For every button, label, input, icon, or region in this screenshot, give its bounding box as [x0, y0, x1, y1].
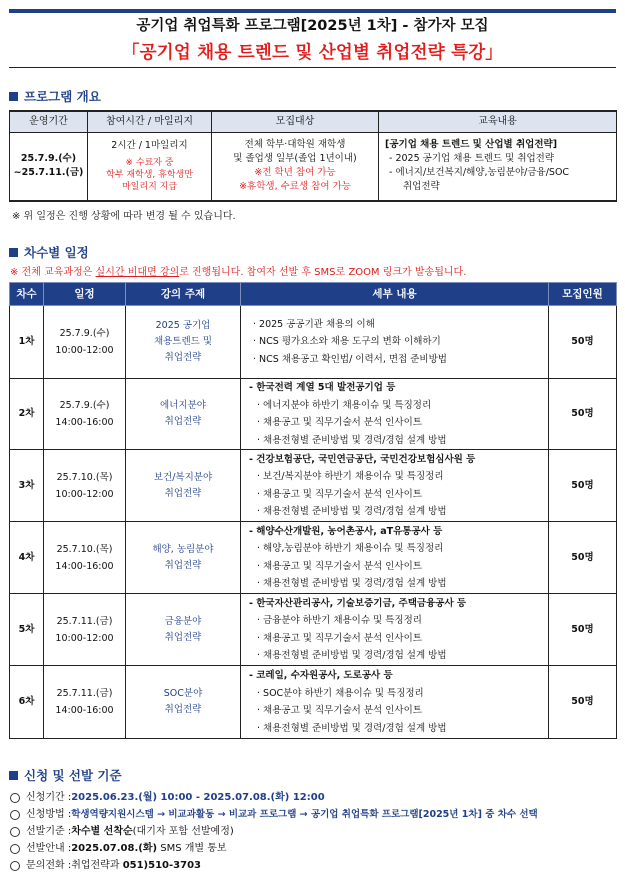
time-cell: [88, 133, 212, 201]
row-no: 1차: [10, 306, 44, 379]
row-date: 25.7.11.(금): [56, 615, 113, 627]
row-topic-cell: [126, 522, 241, 594]
square-bullet-icon: [9, 248, 18, 257]
target-note-1: ※전 학년 참여 가능: [254, 167, 336, 179]
square-bullet-icon: [9, 771, 18, 780]
overview-heading-text: 프로그램 개요: [24, 89, 101, 104]
schedule-notice: [10, 263, 466, 278]
apply-heading-text: 신청 및 선발 기준: [24, 768, 122, 783]
row-date-cell: [44, 522, 126, 594]
time-note-3: 마일리지 지급: [121, 182, 178, 193]
notice-suffix: 로 진행됩니다. 참여자 선발 후 SMS로 ZOOM 링크가 발송됩니다.: [179, 267, 467, 278]
apply-criteria-label: 선발기준 :: [26, 826, 72, 837]
circle-bullet-icon: [10, 827, 20, 837]
apply-notice-label: 선발안내 :: [26, 843, 72, 854]
row-time: 10:00-12:00: [55, 345, 114, 356]
row-detail-item: · 해양,농림분야 하반기 채용이슈 및 특징정리: [257, 543, 444, 554]
schedule-row: [10, 666, 617, 739]
schedule-row: [10, 594, 617, 666]
apply-list: [10, 789, 538, 874]
row-date: 25.7.11.(금): [56, 688, 113, 699]
row-topic-cell: [126, 594, 241, 666]
time-note-2: 학부 재학생, 휴학생만: [106, 170, 193, 181]
row-detail-item: · 채용전형별 준비방법 및 경력/경험 설계 방법: [257, 506, 447, 517]
target-cell: [212, 133, 379, 201]
content-cell: [379, 133, 617, 201]
row-detail-cell: [241, 522, 549, 594]
row-date-cell: [44, 594, 126, 666]
period-start: 25.7.9.(수): [20, 153, 77, 165]
row-detail-item: · 채용공고 및 직무기술서 분석 인사이트: [257, 632, 422, 644]
col-content: 교육내용: [379, 111, 617, 133]
col-count: 모집인원: [549, 283, 617, 306]
row-topic-1: 금융분야: [164, 615, 202, 627]
apply-notice-bold: 2025.07.08.(화): [71, 843, 158, 854]
schedule-row: [10, 379, 617, 450]
row-count: 50명: [549, 450, 617, 522]
apply-notice-rest: SMS 개별 통보: [157, 843, 227, 854]
target-line-1: 전체 학부·대학원 재학생: [244, 139, 346, 151]
row-topic-cell: [126, 666, 241, 739]
apply-contact-bold: 051)510-3703: [122, 860, 201, 871]
row-detail-item: · 금융분야 하반기 채용이슈 및 특징정리: [257, 615, 422, 626]
schedule-row: [10, 522, 617, 594]
circle-bullet-icon: [10, 793, 20, 803]
overview-table: [9, 110, 617, 202]
row-topic-2: 취업전략: [164, 487, 202, 499]
row-detail-cell: [241, 450, 549, 522]
row-detail-head: - 해양수산개발원, 농어촌공사, aT유통공사 등: [249, 525, 443, 537]
apply-method: [10, 806, 538, 823]
row-detail-item: · 채용전형별 준비방법 및 경력/경험 설계 방법: [257, 650, 447, 661]
notice-prefix: ※ 전체 교육과정은: [10, 267, 96, 278]
row-no: 5차: [10, 594, 44, 666]
row-time: 14:00-16:00: [55, 560, 114, 572]
row-count: 50명: [549, 306, 617, 379]
schedule-row: [10, 306, 617, 379]
row-topic-cell: [126, 306, 241, 379]
row-topic-1: 에너지분야: [160, 400, 206, 411]
col-period: 운영기간: [10, 111, 88, 133]
apply-notice: [10, 840, 538, 857]
page-title: 공기업 취업특화 프로그램[2025년 1차] - 참가자 모집: [136, 18, 489, 34]
apply-heading: [9, 766, 122, 784]
row-detail-item: · 채용공고 및 직무기술서 분석 인사이트: [257, 488, 422, 500]
title-divider: [9, 67, 616, 68]
schedule-heading-text: 차수별 일정: [24, 245, 89, 260]
col-target: 모집대상: [212, 111, 379, 133]
row-date-cell: [44, 379, 126, 450]
apply-method-value: 학생역량지원시스템 → 비교과활동 → 비교과 프로그램 → 공기업 취업특화 프로그램[2025년 1차] 중 차수 선택: [71, 809, 538, 820]
content-item-2-cont: 취업전략: [403, 181, 440, 193]
row-time: 10:00-12:00: [55, 488, 114, 500]
row-time: 10:00-12:00: [55, 632, 114, 644]
row-detail-cell: [241, 379, 549, 450]
row-no: 4차: [10, 522, 44, 594]
row-count: 50명: [549, 379, 617, 450]
target-note-2: ※휴학생, 수료생 참여 가능: [239, 181, 351, 193]
apply-criteria: [10, 823, 538, 840]
row-date-cell: [44, 450, 126, 522]
content-title: [공기업 채용 트렌드 및 산업별 취업전략]: [385, 139, 558, 151]
schedule-header-row: [10, 283, 617, 306]
content-item-2: - 에너지/보건복지/해양,농림분야/금융/SOC: [389, 167, 570, 179]
top-accent-bar: [9, 9, 616, 13]
row-detail-head: - 한국자산관리공사, 기술보증기금, 주택금융공사 등: [249, 597, 467, 609]
row-detail-cell: [241, 666, 549, 739]
circle-bullet-icon: [10, 810, 20, 820]
circle-bullet-icon: [10, 844, 20, 854]
time-main: 2시간 / 1마일리지: [111, 140, 188, 152]
row-topic-1: 보건/복지분야: [153, 471, 213, 483]
apply-contact-rest: 취업전략과: [71, 860, 123, 871]
row-count: 50명: [549, 522, 617, 594]
row-topic-2: 채용트렌드 및: [153, 336, 213, 347]
apply-contact: [10, 857, 538, 874]
row-detail-item: · 채용공고 및 직무기술서 분석 인사이트: [257, 560, 422, 572]
row-detail-item: · 채용전형별 준비방법 및 경력/경험 설계 방법: [257, 434, 447, 446]
apply-period: [10, 789, 538, 806]
col-topic: 강의 주제: [126, 283, 241, 306]
apply-contact-label: 문의전화 :: [26, 860, 72, 871]
col-time: 참여시간 / 마일리지: [88, 111, 212, 133]
row-count: 50명: [549, 594, 617, 666]
time-note-1: ※ 수료자 중: [125, 158, 174, 169]
row-detail-head: - 건강보험공단, 국민연금공단, 국민건강보험심사원 등: [249, 453, 476, 465]
notice-underline: 실시간 비대면 강의: [95, 267, 180, 278]
row-detail-cell: [241, 594, 549, 666]
col-date: 일정: [44, 283, 126, 306]
row-detail-item: · 채용전형별 준비방법 및 경력/경험 설계 방법: [257, 722, 447, 734]
row-topic-cell: [126, 379, 241, 450]
overview-row: [10, 133, 617, 201]
row-no: 2차: [10, 379, 44, 450]
row-detail-item: · 에너지분야 하반기 채용이슈 및 특징정리: [257, 399, 432, 411]
overview-note: ※ 위 일정은 진행 상황에 따라 변경 될 수 있습니다.: [12, 211, 236, 222]
row-detail-item: · NCS 평가요소와 채용 도구의 변화 이해하기: [253, 336, 441, 348]
schedule-heading: [9, 243, 89, 261]
overview-header-row: [10, 111, 617, 133]
row-topic-3: 취업전략: [164, 352, 202, 363]
row-topic-2: 취업전략: [164, 559, 202, 571]
row-topic-1: 해양, 농림분야: [152, 543, 214, 555]
apply-period-label: 신청기간 :: [26, 792, 72, 803]
row-topic-1: SOC분야: [163, 688, 203, 699]
row-detail-item: · NCS 채용공고 확인법/ 이력서, 면접 준비방법: [253, 353, 447, 365]
row-date: 25.7.10.(목): [56, 471, 113, 483]
schedule-table: [9, 282, 617, 739]
row-topic-cell: [126, 450, 241, 522]
row-detail-item: · 채용전형별 준비방법 및 경력/경험 설계 방법: [257, 578, 447, 589]
col-detail: 세부 내용: [241, 283, 549, 306]
row-date: 25.7.10.(목): [56, 543, 113, 555]
row-detail-item: · 채용공고 및 직무기술서 분석 인사이트: [257, 417, 422, 428]
row-detail-head: - 한국전력 계열 5대 발전공기업 등: [249, 382, 396, 393]
row-detail-item: · 보건/복지분야 하반기 채용이슈 및 특징정리: [257, 471, 444, 482]
page-subtitle: 「공기업 채용 트렌드 및 산업별 취업전략 특강」: [121, 43, 504, 63]
row-topic-2: 취업전략: [164, 416, 202, 427]
period-end: ~25.7.11.(금): [13, 167, 84, 179]
row-count: 50명: [549, 666, 617, 739]
square-bullet-icon: [9, 92, 18, 101]
row-no: 3차: [10, 450, 44, 522]
apply-method-label: 신청방법 :: [26, 809, 72, 820]
row-date-cell: [44, 306, 126, 379]
row-no: 6차: [10, 666, 44, 739]
row-topic-2: 취업전략: [164, 704, 202, 715]
row-date-cell: [44, 666, 126, 739]
row-topic-2: 취업전략: [164, 631, 202, 643]
content-item-1: - 2025 공기업 채용 트렌드 및 취업전략: [389, 153, 555, 165]
row-detail-head: - 코레일, 수자원공사, 도로공사 등: [249, 670, 393, 681]
row-date: 25.7.9.(수): [59, 328, 110, 339]
row-date: 25.7.9.(수): [59, 400, 110, 411]
row-detail-item: · SOC분야 하반기 채용이슈 및 특징정리: [257, 687, 424, 699]
row-detail-item: · 채용공고 및 직무기술서 분석 인사이트: [257, 705, 422, 716]
row-topic-1: 2025 공기업: [155, 320, 211, 331]
apply-criteria-rest: (대기자 포함 선발예정): [132, 826, 234, 837]
row-detail-item: · 2025 공공기관 채용의 이해: [253, 318, 375, 330]
row-time: 14:00-16:00: [55, 417, 114, 428]
target-line-2: 및 졸업생 일부(졸업 1년이내): [233, 153, 357, 165]
apply-period-value: 2025.06.23.(월) 10:00 - 2025.07.08.(화) 12:00: [71, 792, 325, 803]
schedule-row: [10, 450, 617, 522]
circle-bullet-icon: [10, 861, 20, 871]
row-detail-cell: [241, 306, 549, 379]
col-no: 차수: [10, 283, 44, 306]
period-cell: [10, 133, 88, 201]
row-time: 14:00-16:00: [55, 705, 114, 716]
overview-heading: [9, 87, 101, 105]
apply-criteria-bold: 차수별 선착순: [71, 826, 133, 837]
